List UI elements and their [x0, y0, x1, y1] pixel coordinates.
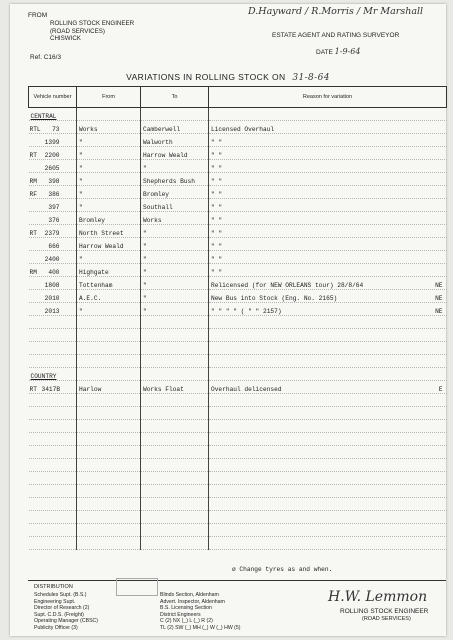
vehicle-number-cell	[29, 277, 77, 290]
empty-cell	[77, 433, 141, 446]
reason-cell	[209, 238, 447, 251]
vehicle-number-cell	[29, 303, 77, 316]
reason-text: " "	[211, 230, 223, 237]
vehicle-number-cell	[29, 173, 77, 186]
empty-cell	[141, 108, 209, 121]
tyre-note: ø Change tyres as and when.	[232, 566, 333, 573]
distribution-list-2	[160, 592, 241, 631]
vehicle-number-cell	[29, 290, 77, 303]
vehicle-number-cell	[29, 160, 77, 173]
from-cell: "	[77, 251, 141, 264]
empty-cell	[29, 459, 77, 472]
vehicle-prefix: RM	[29, 269, 37, 276]
table-row	[29, 264, 447, 277]
vehicle-prefix: RM	[29, 178, 37, 185]
empty-cell	[29, 485, 77, 498]
table-row-blank	[29, 355, 447, 368]
signature: H.W. Lemmon	[328, 589, 428, 605]
reason-cell	[209, 186, 447, 199]
vehicle-number-cell	[29, 264, 77, 277]
from-cell: "	[77, 173, 141, 186]
to-cell: "	[141, 238, 209, 251]
reason-text: " "	[211, 269, 223, 276]
footer-rule	[28, 580, 446, 581]
empty-cell	[141, 316, 209, 329]
empty-cell	[209, 485, 447, 498]
distribution-item: B.S. Licensing Section	[160, 605, 212, 611]
empty-cell	[77, 498, 141, 511]
reason-cell	[209, 303, 447, 316]
from-label: FROM	[28, 12, 48, 19]
table-row-blank	[29, 420, 447, 433]
vehicle-prefix: RTL	[29, 126, 41, 133]
from-cell: North Street	[77, 225, 141, 238]
empty-cell	[29, 433, 77, 446]
reason-code: NE	[435, 282, 443, 289]
empty-cell	[77, 459, 141, 472]
table-row-blank	[29, 498, 447, 511]
empty-cell	[29, 537, 77, 550]
distribution-item: Director of Research (2)	[34, 605, 90, 611]
to-cell: "	[141, 264, 209, 277]
to-cell: "	[141, 303, 209, 316]
empty-cell	[141, 485, 209, 498]
reason-text: New Bus into Stock (Eng. No. 2165)	[211, 295, 338, 302]
table-row	[29, 290, 447, 303]
vehicle-prefix: RT	[29, 230, 37, 237]
from-cell: "	[77, 134, 141, 147]
empty-cell	[141, 407, 209, 420]
empty-cell	[209, 368, 447, 381]
empty-cell	[29, 316, 77, 329]
reason-code: NE	[435, 295, 443, 302]
vehicle-number-cell	[29, 251, 77, 264]
from-cell: "	[77, 186, 141, 199]
distribution-label: DISTRIBUTION	[34, 584, 73, 590]
table-row-blank	[29, 433, 447, 446]
table-row	[29, 121, 447, 134]
distribution-item: Publicity Officer (3)	[34, 624, 78, 631]
distribution-item: District Engineers	[160, 611, 201, 618]
reason-cell	[209, 212, 447, 225]
reason-cell	[209, 225, 447, 238]
from-cell: "	[77, 160, 141, 173]
signature-title: ROLLING STOCK ENGINEER	[340, 608, 429, 615]
table-row	[29, 186, 447, 199]
from-cell: "	[77, 147, 141, 160]
empty-cell	[77, 537, 141, 550]
empty-cell	[141, 446, 209, 459]
table-row	[29, 134, 447, 147]
empty-cell	[209, 433, 447, 446]
reason-text: " "	[211, 204, 223, 211]
empty-cell	[29, 355, 77, 368]
to-line: ESTATE AGENT AND RATING SURVEYOR	[272, 32, 400, 39]
empty-cell	[141, 472, 209, 485]
table-body	[29, 108, 447, 550]
reason-text: " "	[211, 256, 223, 263]
to-cell: "	[141, 160, 209, 173]
to-cell: Bromley	[141, 186, 209, 199]
reason-cell	[209, 160, 447, 173]
vehicle-number-cell	[29, 134, 77, 147]
from-cell: Works	[77, 121, 141, 134]
empty-cell	[209, 524, 447, 537]
empty-cell	[77, 407, 141, 420]
empty-cell	[77, 524, 141, 537]
vehicle-number: 2013	[44, 308, 60, 315]
vehicle-number: 666	[48, 243, 60, 250]
to-cell: Camberwell	[141, 121, 209, 134]
table-row-blank	[29, 407, 447, 420]
vehicle-number: 1808	[44, 282, 60, 289]
table-row	[29, 381, 447, 394]
table-row	[29, 277, 447, 290]
empty-cell	[141, 459, 209, 472]
column-header-to: To	[141, 87, 209, 108]
vehicle-number: 2379	[44, 230, 60, 237]
table-row-blank	[29, 446, 447, 459]
distribution-item: Advert. Inspector, Aldenham	[160, 598, 225, 605]
distribution-item: C (2) NX (_) L (_) R (2)	[160, 618, 213, 624]
vehicle-number: 386	[48, 191, 60, 198]
distribution-item: Schedules Supt. (B.S.)	[34, 592, 87, 598]
empty-cell	[209, 498, 447, 511]
distribution-list-1	[34, 592, 98, 631]
from-cell: Harlow	[77, 381, 141, 394]
vehicle-number: 2605	[44, 165, 60, 172]
section-name	[29, 108, 77, 121]
empty-cell	[209, 342, 447, 355]
empty-cell	[209, 420, 447, 433]
empty-cell	[77, 342, 141, 355]
section-header-row	[29, 368, 447, 381]
empty-cell	[141, 329, 209, 342]
table-row-blank	[29, 485, 447, 498]
to-cell: Works	[141, 212, 209, 225]
empty-cell	[29, 342, 77, 355]
document-title	[10, 72, 446, 83]
empty-cell	[209, 329, 447, 342]
to-cell: Southall	[141, 199, 209, 212]
empty-cell	[77, 394, 141, 407]
from-cell: "	[77, 199, 141, 212]
empty-cell	[29, 407, 77, 420]
table-row	[29, 173, 447, 186]
distribution-item: Supt. C.D.S. (Freight)	[34, 611, 84, 618]
table-row-blank	[29, 342, 447, 355]
vehicle-number: 2200	[44, 152, 60, 159]
empty-cell	[77, 511, 141, 524]
to-cell: Shepherds Bush	[141, 173, 209, 186]
vehicle-number-cell	[29, 212, 77, 225]
to-cell: Walworth	[141, 134, 209, 147]
reason-cell	[209, 277, 447, 290]
reason-cell	[209, 173, 447, 186]
table-row	[29, 251, 447, 264]
to-cell: "	[141, 225, 209, 238]
reason-text: Licensed Overhaul	[211, 126, 275, 133]
section-name-text: COUNTRY	[30, 373, 57, 380]
reason-text: " "	[211, 178, 223, 185]
vehicle-number-cell	[29, 121, 77, 134]
empty-cell	[141, 524, 209, 537]
empty-cell	[29, 472, 77, 485]
date-value: 1-9-64	[334, 47, 361, 56]
vehicle-prefix: RT	[29, 386, 37, 393]
table-row	[29, 238, 447, 251]
to-cell: Harrow Weald	[141, 147, 209, 160]
empty-cell	[209, 316, 447, 329]
distribution-item: Engineering Supt.	[34, 598, 76, 605]
reason-text: Relicensed (for NEW ORLEANS tour) 28/8/64	[211, 282, 364, 289]
empty-cell	[29, 511, 77, 524]
table-row-blank	[29, 524, 447, 537]
reason-text: " "	[211, 139, 223, 146]
column-header-from: From	[77, 87, 141, 108]
date-label: DATE	[316, 49, 333, 56]
table-row-blank	[29, 316, 447, 329]
from-cell: "	[77, 303, 141, 316]
empty-cell	[29, 394, 77, 407]
vehicle-number-cell	[29, 147, 77, 160]
table-row	[29, 225, 447, 238]
vehicle-number: 2010	[44, 295, 60, 302]
table-row	[29, 147, 447, 160]
distribution-item: TL (2) SW (_) MH (_) W (_) HW (5)	[160, 624, 241, 631]
reference: Ref. C16/3	[30, 54, 62, 61]
table-row	[29, 199, 447, 212]
empty-cell	[77, 485, 141, 498]
from-cell: Harrow Weald	[77, 238, 141, 251]
signature-subtitle: (ROAD SERVICES)	[362, 616, 411, 622]
reason-cell	[209, 381, 447, 394]
section-name	[29, 368, 77, 381]
variations-table	[28, 86, 447, 550]
empty-cell	[209, 446, 447, 459]
empty-cell	[141, 498, 209, 511]
reason-cell	[209, 290, 447, 303]
empty-cell	[77, 368, 141, 381]
vehicle-number: 1399	[44, 139, 60, 146]
empty-cell	[141, 394, 209, 407]
empty-cell	[209, 511, 447, 524]
from-block	[50, 20, 134, 43]
empty-cell	[77, 316, 141, 329]
vehicle-number-cell	[29, 225, 77, 238]
vehicle-number: 400	[48, 269, 60, 276]
from-cell: Highgate	[77, 264, 141, 277]
vehicle-prefix: RT	[29, 152, 37, 159]
reason-text: " "	[211, 152, 223, 159]
reason-text: " "	[211, 191, 223, 198]
title-text: VARIATIONS IN ROLLING STOCK ON	[126, 72, 286, 82]
section-name-text: CENTRAL	[30, 113, 57, 120]
vehicle-number: 397	[48, 204, 60, 211]
table-row-blank	[29, 472, 447, 485]
vehicle-number: 398	[48, 178, 60, 185]
vehicle-number: 73	[52, 126, 60, 133]
reason-text: " "	[211, 243, 223, 250]
empty-cell	[209, 537, 447, 550]
reason-text: Overhaul delicensed	[211, 386, 282, 393]
reason-cell	[209, 199, 447, 212]
empty-cell	[29, 446, 77, 459]
vehicle-number-cell	[29, 238, 77, 251]
empty-cell	[141, 368, 209, 381]
reason-text: " "	[211, 165, 223, 172]
empty-cell	[77, 108, 141, 121]
vehicle-number-cell	[29, 186, 77, 199]
empty-cell	[77, 420, 141, 433]
table-row-blank	[29, 511, 447, 524]
vehicle-number-cell	[29, 199, 77, 212]
vehicle-number-cell	[29, 381, 77, 394]
to-cell: "	[141, 251, 209, 264]
reason-cell	[209, 121, 447, 134]
table-header-row	[29, 87, 447, 108]
vehicle-number: 2400	[44, 256, 60, 263]
empty-cell	[141, 433, 209, 446]
table-row-blank	[29, 537, 447, 550]
to-cell: Works Float	[141, 381, 209, 394]
empty-cell	[141, 511, 209, 524]
empty-cell	[141, 537, 209, 550]
from-line-1: ROLLING STOCK ENGINEER	[50, 20, 135, 27]
from-line-3: CHISWICK	[50, 35, 81, 42]
distribution-item: Blinds Section, Aldenham	[160, 592, 219, 598]
empty-cell	[209, 355, 447, 368]
empty-cell	[29, 524, 77, 537]
to-cell: "	[141, 290, 209, 303]
to-cell: "	[141, 277, 209, 290]
title-date: 31-8-64	[292, 73, 330, 83]
empty-cell	[29, 329, 77, 342]
section-header-row	[29, 108, 447, 121]
table-row-blank	[29, 459, 447, 472]
table-row	[29, 212, 447, 225]
empty-cell	[209, 459, 447, 472]
reason-cell	[209, 264, 447, 277]
empty-cell	[77, 355, 141, 368]
empty-cell	[141, 355, 209, 368]
date-block	[316, 48, 360, 57]
table-row	[29, 303, 447, 316]
vehicle-prefix: RF	[29, 191, 37, 198]
reason-text: " "	[211, 217, 223, 224]
empty-cell	[77, 472, 141, 485]
empty-cell	[77, 446, 141, 459]
reason-code: E	[438, 386, 443, 393]
reason-code: NE	[435, 308, 443, 315]
vehicle-number: 3417B	[41, 386, 61, 393]
empty-cell	[209, 394, 447, 407]
table-row	[29, 160, 447, 173]
empty-cell	[141, 420, 209, 433]
from-cell: A.E.C.	[77, 290, 141, 303]
empty-cell	[209, 407, 447, 420]
empty-cell	[77, 329, 141, 342]
reason-cell	[209, 147, 447, 160]
variations-form	[10, 4, 446, 636]
from-cell: Bromley	[77, 212, 141, 225]
distribution-item: Operating Manager (CBSC)	[34, 618, 99, 624]
from-cell: Tottenham	[77, 277, 141, 290]
empty-cell	[141, 342, 209, 355]
office-stamp	[116, 578, 158, 596]
empty-cell	[209, 108, 447, 121]
empty-cell	[209, 472, 447, 485]
reason-text: " " " " ( " " 2157)	[211, 308, 282, 315]
vehicle-number: 376	[48, 217, 60, 224]
reason-cell	[209, 251, 447, 264]
handwritten-recipients: D.Hayward / R.Morris / Mr Marshall	[248, 6, 424, 17]
table-row-blank	[29, 394, 447, 407]
table-row-blank	[29, 329, 447, 342]
empty-cell	[29, 420, 77, 433]
column-header-vehicle: Vehicle number	[29, 87, 77, 108]
column-header-reason: Reason for variation	[209, 87, 447, 108]
reason-cell	[209, 134, 447, 147]
from-line-2: (ROAD SERVICES)	[50, 27, 105, 35]
empty-cell	[29, 498, 77, 511]
